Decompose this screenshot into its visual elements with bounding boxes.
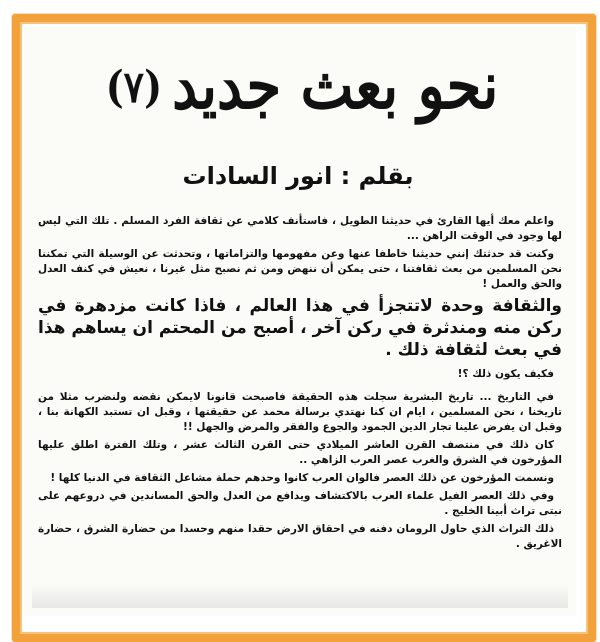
newspaper-clipping	[32, 34, 568, 608]
body-paragraph-1: واعلم معك أيها القارئ في حديثنا الطويل ، فاستأنف كلامي عن ثقافة الفرد المسلم . تلك التي ليس لها وجود في الوقت الراهن ...	[38, 215, 562, 242]
body-paragraph-4: كان ذلك في منتصف القرن العاشر الميلادي حتى القرن الثالث عشر ، وتلك الفترة اطلق عليها المؤرخون في الشرق والغرب عصر العرب الزاهي ..	[38, 439, 562, 466]
body-paragraph-5: ونسمت المؤرخون عن ذلك العصر فالوان العرب كانوا وحدهم حملة مشاعل الثقافة في الدنيا كلها !	[50, 472, 554, 484]
article-body	[38, 214, 562, 555]
bottom-fade	[32, 584, 568, 608]
article-headline	[42, 40, 562, 132]
lead-paragraph: والثقافة وحدة لاتتجزأ في هذا العالم ، فاذا كانت مزدهرة في ركن منه ومندثرة في ركن آخر ، أصبح من المحتم ان يساهم هذا في بعث لثقافة ذلك .	[38, 296, 562, 360]
body-paragraph-7: ذلك التراث الذي حاول الرومان دفنه في احقاق الارض حقدا منهم وحسدا من حضارة الشرق ، حضارة الاغريق .	[38, 523, 562, 550]
body-paragraph-2: وكنت قد حدثتك إنني حديثنا خاطفا عنها وعن مفهومها والتزاماتها ، وتحدثت عن الوسيلة التي تمكننا نحن المسلمين من بعث ثقافتنا ، حتى يمكن أن ننهض ومن ثم نصبح مثل غيرنا ، نعيش في كنف العدل والحق والعمل !	[38, 248, 562, 290]
subheading: فكيف يكون ذلك ؟!	[457, 368, 554, 380]
article-byline: بقلم : انور السادات	[182, 162, 414, 190]
body-paragraph-6: وفي ذلك العصر الفيل علماء العرب بالاكتشاف ويدافع من العدل والحق المساندين في دروعهم على نبتى تراث أبينا الخليج .	[38, 490, 562, 517]
headline-title: نحو بعث جديد	[172, 48, 499, 124]
headline-part-number: (٧)	[105, 60, 163, 112]
body-paragraph-3: في التاريخ ... تاريخ البشرية سجلت هذه الحقيقة فاصبحت قانونا لايمكن نقضه ولنضرب مثلا من تاريخنا ، نحن المسلمين ، ايام ان كنا نهتدي برسالة محمد عن حقيقتها ، وقبل ان تستبد الكهانة بنا ، وقبل ان يفرض علينا تجار الدين الجمود والجوع والفقر والمرض والجهل !!	[38, 391, 562, 433]
clipping-background	[24, 26, 576, 616]
